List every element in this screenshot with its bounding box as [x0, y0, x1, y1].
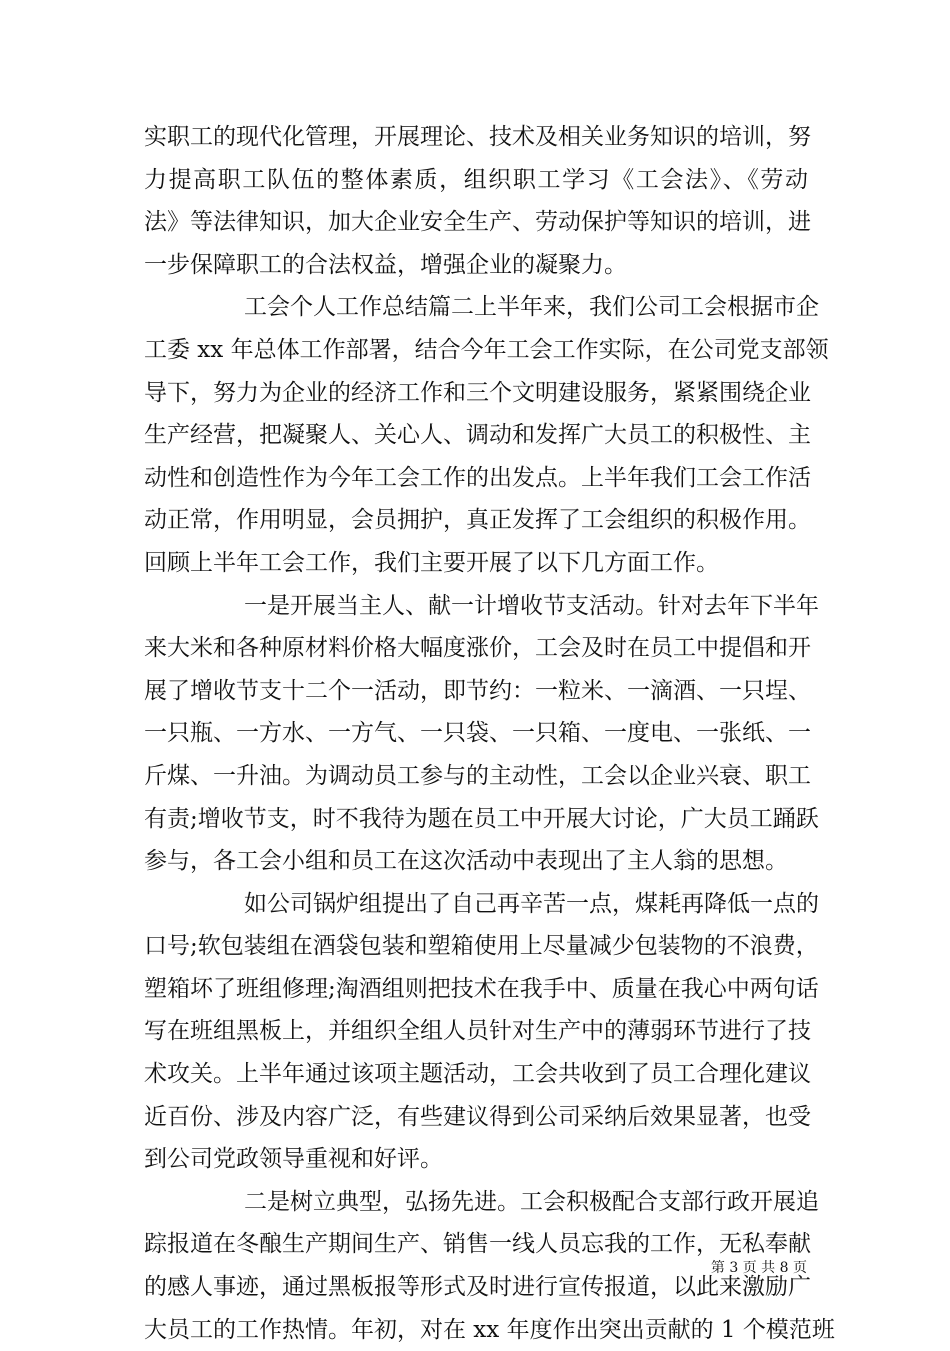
text-line: 导下，努力为企业的经济工作和三个文明建设服务，紧紧围绕企业 — [144, 379, 811, 406]
text-line: 参与，各工会小组和员工在这次活动中表现出了主人翁的思想。 — [144, 848, 788, 875]
text-line: 回顾上半年工会工作，我们主要开展了以下几方面工作。 — [144, 549, 719, 576]
text-line: 塑箱坏了班组修理;淘酒组则把技术在我手中、质量在我心中两句话 — [144, 975, 819, 1002]
text-line: 踪报道在冬酿生产期间生产、销售一线人员忘我的工作，无私奉献 — [144, 1231, 811, 1258]
text-line: 斤煤、一升油。为调动员工参与的主动性，工会以企业兴衰、职工 — [144, 762, 811, 789]
paragraph-5 — [144, 1181, 835, 1351]
paragraph-2 — [144, 286, 829, 584]
text-line: 术攻关。上半年通过该项主题活动，工会共收到了员工合理化建议 — [144, 1061, 811, 1088]
text-line: 一是开展当主人、献一计增收节支活动。针对去年下半年 — [244, 592, 819, 619]
text-line: 二是树立典型，弘扬先进。工会积极配合支部行政开展追 — [244, 1188, 819, 1215]
text-line: 法》等法律知识，加大企业安全生产、劳动保护等知识的培训，进 — [144, 209, 811, 236]
text-line: 口号;软包装组在酒袋包装和塑箱使用上尽量减少包装物的不浪费， — [144, 933, 819, 960]
text-line: 一只瓶、一方水、一方气、一只袋、一只箱、一度电、一张纸、一 — [144, 720, 811, 747]
text-line: 有责;增收节支，时不我待为题在员工中开展大讨论，广大员工踊跃 — [144, 805, 819, 832]
text-line: 展了增收节支十二个一活动，即节约：一粒米、一滴酒、一只埕、 — [144, 677, 811, 704]
text-line: 来大米和各种原材料价格大幅度涨价，工会及时在员工中提倡和开 — [144, 635, 811, 662]
paragraph-4 — [144, 883, 819, 1181]
text-line: 工会个人工作总结篇二上半年来，我们公司工会根据市企 — [244, 294, 819, 321]
page-number: 第 3 页 共 8 页 — [710, 1260, 807, 1276]
paragraph-3 — [144, 585, 819, 883]
text-line: 力提高职工队伍的整体素质，组织职工学习《工会法》、《劳动 — [144, 166, 808, 193]
paragraph-1 — [144, 116, 811, 286]
text-line: 实职工的现代化管理，开展理论、技术及相关业务知识的培训，努 — [144, 124, 811, 150]
text-line: 工委 xx 年总体工作部署，结合今年工会工作实际，在公司党支部领 — [144, 336, 829, 363]
text-line: 到公司党政领导重视和好评。 — [144, 1146, 443, 1173]
text-line: 的感人事迹，通过黑板报等形式及时进行宣传报道，以此来激励广 — [144, 1274, 811, 1301]
text-line: 近百份、涉及内容广泛，有些建议得到公司采纳后效果显著，也受 — [144, 1103, 811, 1130]
text-line: 大员工的工作热情。年初，对在 xx 年度作出突出贡献的 1 个模范班 — [144, 1316, 835, 1343]
text-line: 写在班组黑板上，并组织全组人员针对生产中的薄弱环节进行了技 — [144, 1018, 811, 1045]
document-body — [144, 116, 835, 1351]
text-line: 如公司锅炉组提出了自己再辛苦一点，煤耗再降低一点的 — [244, 890, 819, 917]
text-line: 动性和创造性作为今年工会工作的出发点。上半年我们工会工作活 — [144, 464, 811, 491]
text-line: 一步保障职工的合法权益，增强企业的凝聚力。 — [144, 251, 627, 278]
text-line: 动正常，作用明显，会员拥护，真正发挥了工会组织的积极作用。 — [144, 507, 811, 534]
text-line: 生产经营，把凝聚人、关心人、调动和发挥广大员工的积极性、主 — [144, 422, 811, 449]
